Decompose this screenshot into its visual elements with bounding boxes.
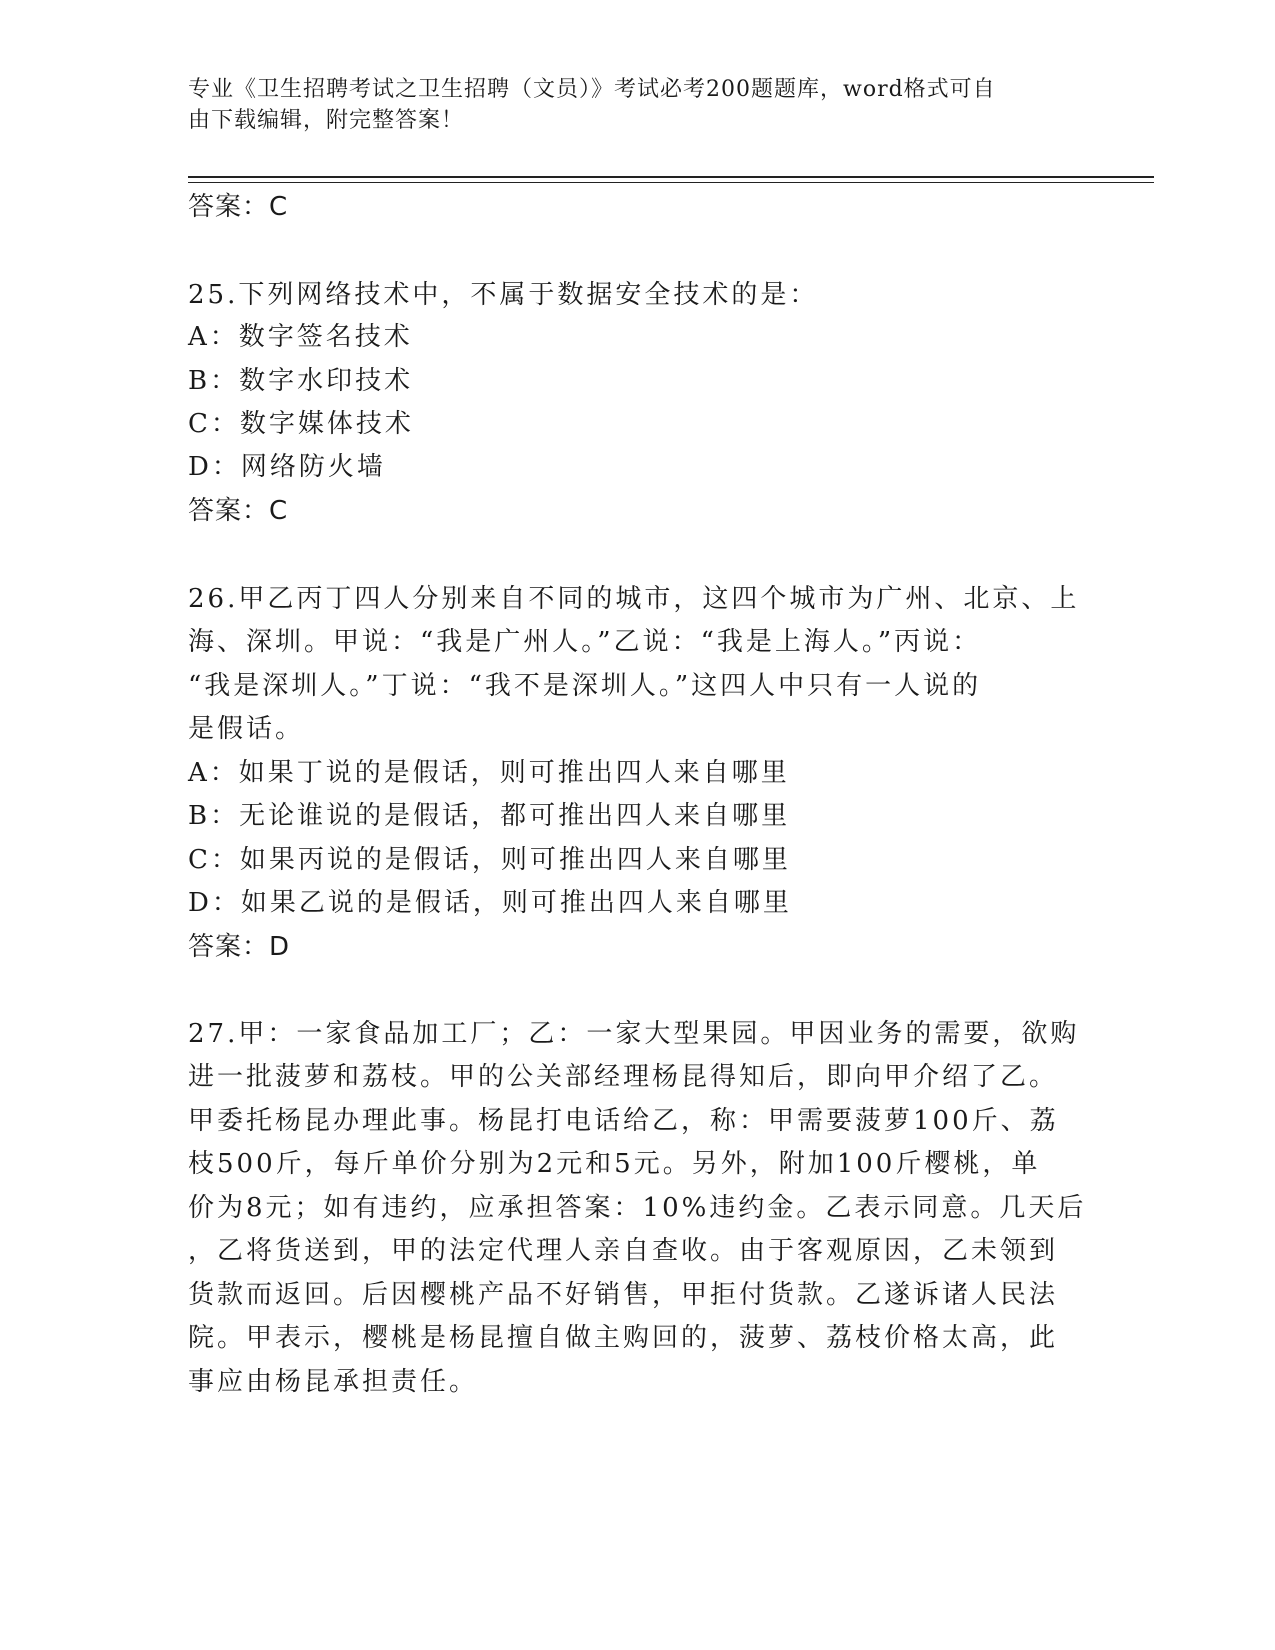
question-26-stem-line: 26.甲乙丙丁四人分别来自不同的城市，这四个城市为广州、北京、上 xyxy=(188,584,1080,614)
question-26-stem-line: 海、深圳。甲说：“我是广州人。”乙说：“我是上海人。”丙说： xyxy=(188,627,982,657)
question-27-stem-line: 甲委托杨昆办理此事。杨昆打电话给乙，称：甲需要菠萝100斤、荔 xyxy=(188,1106,1059,1136)
question-27-stem-line: 货款而返回。后因樱桃产品不好销售，甲拒付货款。乙遂诉诸人民法 xyxy=(188,1280,1059,1310)
question-25-option-d: D：网络防火墙 xyxy=(188,452,386,482)
question-25-answer: 答案：C xyxy=(188,496,289,526)
header-line-2: 由下载编辑，附完整答案！ xyxy=(188,108,465,133)
header-divider-thin xyxy=(188,182,1154,183)
question-27-stem-line: 事应由杨昆承担责任。 xyxy=(188,1367,479,1397)
question-26-option-d: D：如果乙说的是假话，则可推出四人来自哪里 xyxy=(188,888,792,918)
question-25-option-c: C：数字媒体技术 xyxy=(188,409,414,439)
question-27-stem-line: ，乙将货送到，甲的法定代理人亲自查收。由于客观原因，乙未领到 xyxy=(188,1236,1059,1266)
header-line-1: 专业《卫生招聘考试之卫生招聘（文员）》考试必考200题题库，word格式可自 xyxy=(188,77,996,102)
question-26-stem-line: 是假话。 xyxy=(188,714,305,744)
question-26-option-b: B：无论谁说的是假话，都可推出四人来自哪里 xyxy=(188,801,791,831)
question-27-stem-line: 院。甲表示，樱桃是杨昆擅自做主购回的，菠萝、荔枝价格太高，此 xyxy=(188,1323,1059,1353)
question-25-stem: 25.下列网络技术中，不属于数据安全技术的是： xyxy=(188,280,819,310)
question-27-stem-line: 价为8元；如有违约，应承担答案：10%违约金。乙表示同意。几天后 xyxy=(188,1193,1087,1223)
question-27-stem-line: 枝500斤，每斤单价分别为2元和5元。另外，附加100斤樱桃，单 xyxy=(188,1149,1041,1179)
question-26-option-a: A：如果丁说的是假话，则可推出四人来自哪里 xyxy=(188,758,790,788)
document-header xyxy=(188,74,1068,136)
question-26-stem-line: “我是深圳人。”丁说：“我不是深圳人。”这四人中只有一人说的 xyxy=(188,671,982,701)
header-divider-thick xyxy=(188,176,1154,178)
question-27-stem-line: 进一批菠萝和荔枝。甲的公关部经理杨昆得知后，即向甲介绍了乙。 xyxy=(188,1062,1059,1092)
question-27-stem-line: 27.甲：一家食品加工厂；乙：一家大型果园。甲因业务的需要，欲购 xyxy=(188,1019,1080,1049)
question-26-option-c: C：如果丙说的是假话，则可推出四人来自哪里 xyxy=(188,845,791,875)
previous-answer: 答案：C xyxy=(188,192,289,222)
question-25-option-a: A：数字签名技术 xyxy=(188,322,413,352)
question-26-answer: 答案：D xyxy=(188,932,291,962)
question-25-option-b: B：数字水印技术 xyxy=(188,366,414,396)
